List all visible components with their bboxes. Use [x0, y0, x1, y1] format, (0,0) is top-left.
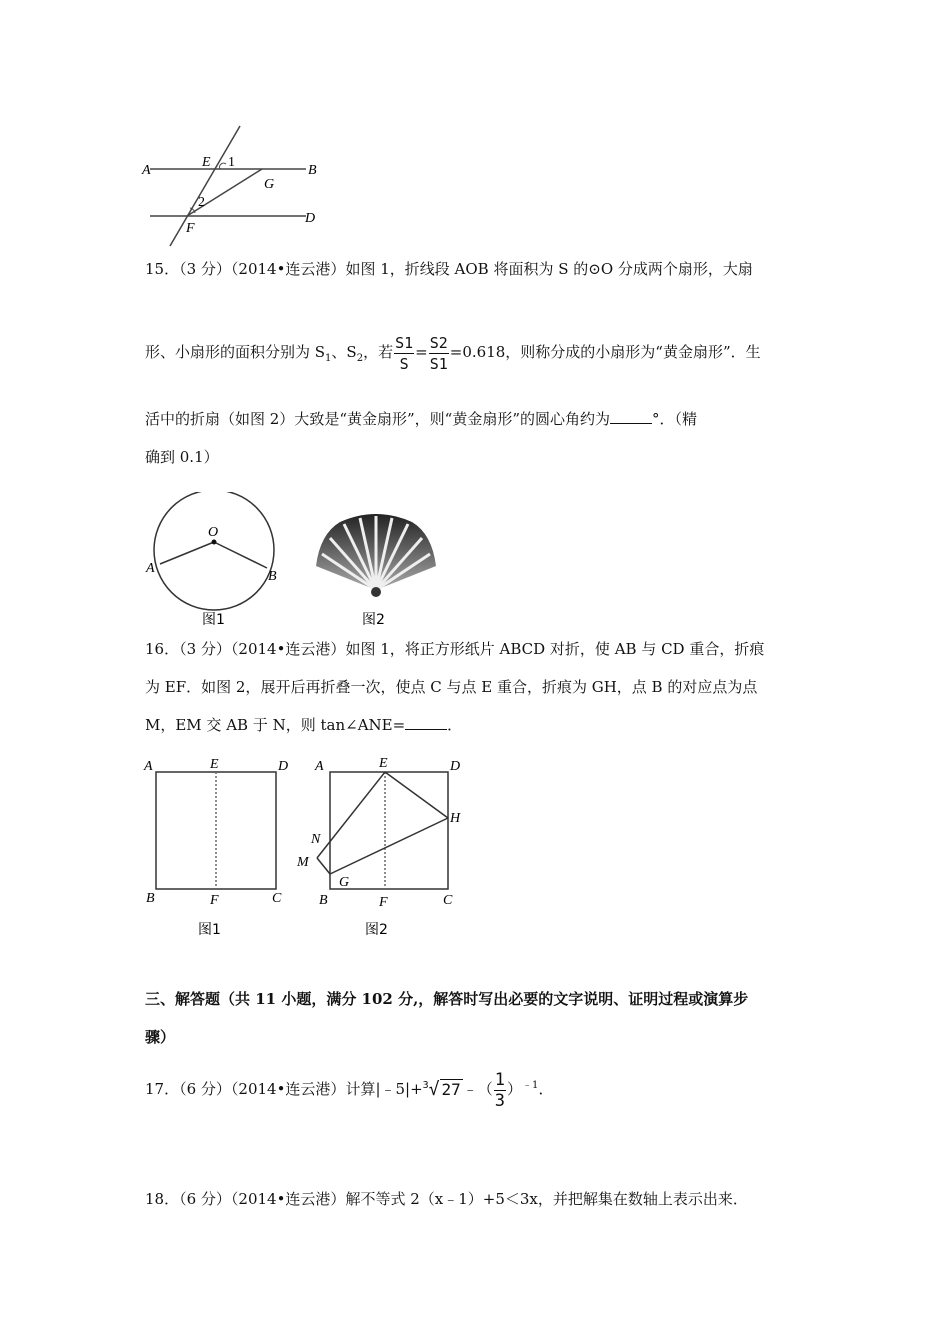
q16-source: （2014•连云港）	[230, 640, 346, 658]
cube-root: 3 √ 27	[422, 1079, 461, 1100]
fraction-s1-over-s: $\frac{S1}{S}$	[395, 333, 414, 373]
q16-line1	[145, 638, 764, 660]
q16-line2: 为 EF．如图 2，展开后再折叠一次，使点 C 与点 E 重合，折痕为 GH，点 B 的对应点为点	[145, 678, 758, 696]
q16-fig1-caption: 图1	[198, 922, 221, 938]
sq2-label-f: F	[379, 895, 388, 910]
q15-score: （3 分）	[179, 260, 231, 278]
q17-number: 17．	[145, 1080, 180, 1098]
sq2-label-g: G	[339, 875, 350, 890]
sq2-label-b: B	[319, 893, 328, 908]
q18-source: （2014•连云港）	[230, 1190, 346, 1208]
circle-label-o: O	[208, 525, 219, 540]
sq1-label-e: E	[210, 757, 219, 772]
q17-source: （2014•连云港）	[230, 1080, 346, 1098]
sq2-label-c: C	[443, 893, 453, 908]
q16-line3: M，EM 交 AB 于 N，则 tan∠ANE= ．	[145, 716, 463, 734]
q15-fig2-caption: 图2	[362, 612, 385, 628]
parallel-lines-figure	[140, 122, 330, 250]
q16-number: 16．	[145, 640, 180, 658]
circle-label-b: B	[268, 569, 277, 584]
label-d: D	[305, 211, 316, 226]
q18-number: 18．	[145, 1190, 180, 1208]
label-f: F	[186, 221, 195, 236]
sq2-label-h: H	[450, 811, 461, 826]
section-title: 三、解答题（共 11 小题，满分 102 分,，解答时写出必要的文字说明、证明过程或演算步	[145, 990, 749, 1008]
q15-line2: 形、小扇形的面积分别为 $S_1$、$S_2$，若 $\frac{S1}{S}$ = $\frac{S2}{S1}$ =0.618，则称分成的小扇形为“黄金扇形”．生	[145, 333, 761, 373]
fraction-s2-over-s1: $\frac{S2}{S1}$	[429, 333, 448, 373]
q18-text: 解不等式 2（x﹣1）+5＜3x，并把解集在数轴上表示出来．	[345, 1190, 748, 1208]
q15-fig1-caption: 图1	[202, 612, 225, 628]
q17: 17．（6 分）（2014•连云港）计算|﹣5|+ 3 √ 27 ﹣（ $\frac{1}{3}$ ）$^{﹣1}$．	[145, 1069, 554, 1111]
q16-fig2-caption: 图2	[365, 922, 388, 938]
sq1-label-f: F	[210, 893, 219, 908]
sq2-label-n: N	[311, 832, 321, 847]
fraction-one-third: $\frac{1}{3}$	[494, 1069, 506, 1111]
q18	[145, 1188, 748, 1210]
sq2-label-m: M	[297, 855, 309, 870]
q15-number: 15．	[145, 260, 180, 278]
q15-source: （2014•连云港）	[230, 260, 346, 278]
q18-score: （6 分）	[179, 1190, 231, 1208]
label-angle-2: 2	[198, 195, 205, 210]
q17-score: （6 分）	[179, 1080, 231, 1098]
answer-blank	[405, 715, 447, 730]
sq1-label-c: C	[272, 891, 282, 906]
q16-score: （3 分）	[179, 640, 231, 658]
sq2-label-d: D	[450, 759, 461, 774]
q15-text: 如图 1，折线段 AOB 将面积为 S 的⊙O 分成两个扇形，大扇	[345, 260, 753, 278]
sq1-label-a: A	[144, 759, 153, 774]
label-e: E	[202, 155, 211, 170]
q15-line4: 确到 0.1）	[145, 448, 219, 466]
circle-label-a: A	[146, 561, 155, 576]
sq1-label-b: B	[146, 891, 155, 906]
sq2-label-a: A	[315, 759, 324, 774]
label-a: A	[142, 163, 151, 178]
folding-fan-figure	[310, 510, 440, 632]
section-title-cont: 骤）	[145, 1028, 176, 1046]
sq2-label-e: E	[379, 756, 388, 771]
circle-sector-figure	[140, 492, 290, 632]
q15-line1	[145, 258, 753, 280]
label-angle-1: 1	[228, 155, 235, 170]
square-fold-figure-2	[295, 752, 475, 942]
q16-text: 如图 1，将正方形纸片 ABCD 对折，使 AB 与 CD 重合，折痕	[345, 640, 765, 658]
q15-line3: 活中的折扇（如图 2）大致是“黄金扇形”，则“黄金扇形”的圆心角约为 °．（精	[145, 410, 698, 428]
square-fold-figure-1	[140, 752, 300, 942]
answer-blank	[610, 409, 652, 424]
label-g: G	[264, 177, 275, 192]
label-b: B	[308, 163, 317, 178]
sq1-label-d: D	[278, 759, 289, 774]
